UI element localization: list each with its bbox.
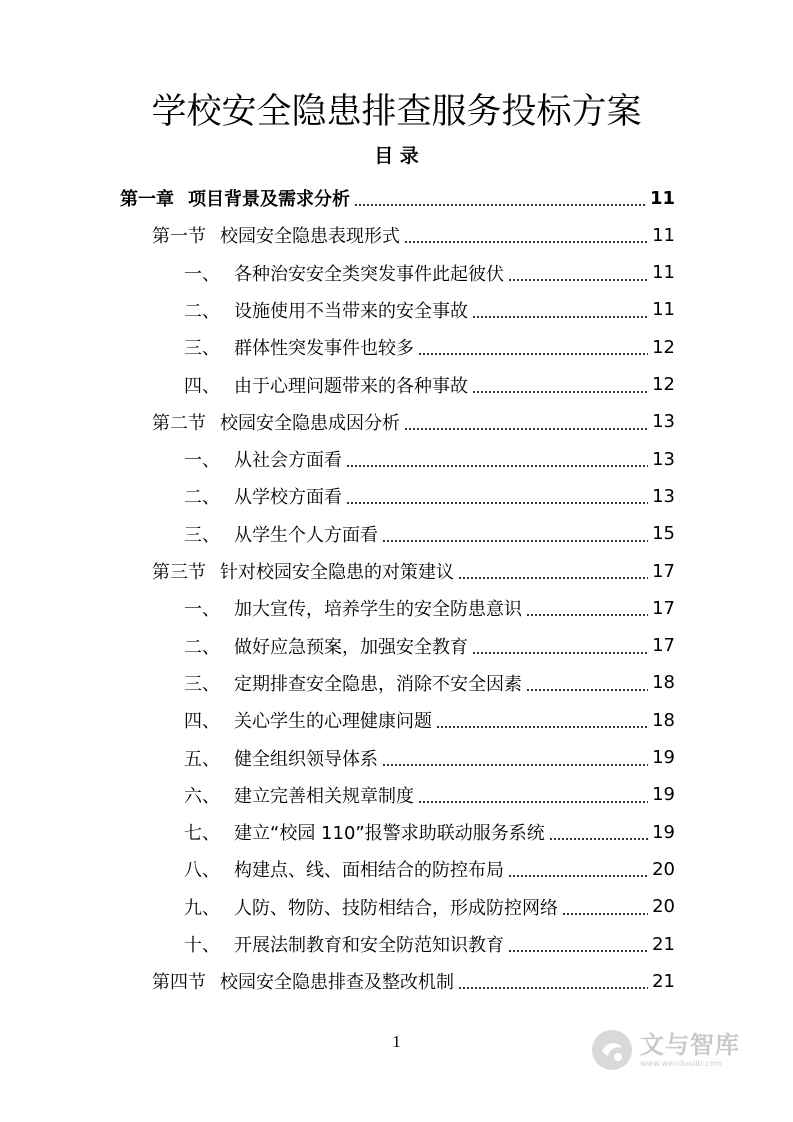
toc-entry[interactable] bbox=[184, 889, 675, 925]
watermark-logo-icon bbox=[590, 1028, 634, 1072]
toc-entry-number: 四、 bbox=[184, 711, 220, 733]
toc-entry-text: 加大宣传，培养学生的安全防患意识 bbox=[234, 599, 522, 621]
toc-entry-label bbox=[152, 222, 400, 248]
toc-entry-label bbox=[184, 707, 432, 733]
toc-entry-number: 三、 bbox=[184, 524, 220, 546]
toc-entry-label bbox=[184, 931, 504, 957]
toc-entry-page: 17 bbox=[652, 635, 675, 657]
toc-entry-text: 针对校园安全隐患的对策建议 bbox=[220, 562, 454, 583]
toc-entry-label bbox=[184, 483, 342, 509]
toc-entry[interactable] bbox=[152, 217, 675, 253]
toc-entry[interactable] bbox=[184, 478, 675, 514]
toc-entry-number: 九、 bbox=[184, 897, 220, 919]
watermark-url: www.wenduolib.com bbox=[640, 1058, 723, 1068]
toc-leader-dots bbox=[526, 614, 648, 616]
toc-entry[interactable] bbox=[184, 665, 675, 701]
toc-entry-text: 项目背景及需求分析 bbox=[188, 189, 350, 210]
toc-entry-number: 三、 bbox=[184, 338, 220, 360]
toc-leader-dots bbox=[508, 950, 648, 952]
toc-entry-page: 18 bbox=[652, 709, 675, 731]
toc-entry-label bbox=[184, 260, 504, 286]
toc-entry-page: 12 bbox=[652, 374, 675, 395]
page-number: 1 bbox=[392, 1032, 401, 1051]
toc-entry-label bbox=[152, 558, 454, 584]
watermark-name: 文与智库 bbox=[640, 1030, 740, 1059]
toc-entry-label bbox=[184, 521, 378, 547]
toc-entry-text: 建立“校园 110”报警求助联动服务系统 bbox=[234, 823, 545, 845]
toc-entry-number: 八、 bbox=[184, 860, 220, 882]
toc-entry-text: 建立完善相关规章制度 bbox=[234, 785, 414, 807]
toc-entry-page: 17 bbox=[652, 597, 675, 619]
toc-entry-page: 20 bbox=[652, 896, 675, 918]
toc-entry-page: 18 bbox=[652, 672, 675, 694]
toc-leader-dots bbox=[472, 391, 648, 393]
document-title: 学校安全隐患排查服务投标方案 bbox=[151, 92, 642, 132]
toc-entry-label bbox=[184, 633, 468, 659]
toc-entry-page: 19 bbox=[652, 747, 675, 768]
toc-entry[interactable] bbox=[152, 404, 675, 440]
toc-entry-text: 校园安全隐患排查及整改机制 bbox=[220, 972, 454, 994]
toc-entry-text: 群体性突发事件也较多 bbox=[234, 338, 414, 360]
toc-entry-label bbox=[152, 409, 400, 435]
toc-entry-number: 第二节 bbox=[152, 412, 206, 434]
toc-entry[interactable] bbox=[152, 963, 675, 999]
toc-entry-page: 17 bbox=[652, 560, 675, 582]
toc-entry-page: 21 bbox=[652, 970, 675, 992]
toc-entry-text: 由于心理问题带来的各种事故 bbox=[234, 375, 468, 397]
toc-entry-number: 一、 bbox=[184, 450, 220, 472]
toc-entry-text: 健全组织领导体系 bbox=[234, 748, 378, 770]
toc-leader-dots bbox=[526, 689, 648, 691]
toc-entry[interactable] bbox=[184, 628, 675, 664]
toc-leader-dots bbox=[508, 279, 648, 281]
toc-entry-page: 11 bbox=[652, 262, 675, 284]
toc-entry[interactable] bbox=[184, 926, 675, 962]
toc-entry[interactable] bbox=[184, 516, 675, 552]
toc-leader-dots bbox=[404, 428, 648, 430]
toc-entry[interactable] bbox=[184, 255, 675, 291]
toc-entry-label bbox=[184, 334, 414, 360]
toc-leader-dots bbox=[458, 577, 648, 579]
toc-entry-number: 二、 bbox=[184, 487, 220, 509]
toc-entry-text: 从学校方面看 bbox=[234, 487, 342, 509]
toc-entry-label bbox=[184, 894, 558, 920]
toc-leader-dots bbox=[562, 913, 648, 915]
toc-entry-number: 一、 bbox=[184, 599, 220, 621]
toc-leader-dots bbox=[418, 353, 648, 355]
toc-leader-dots bbox=[472, 652, 648, 654]
toc-leader-dots bbox=[508, 875, 648, 877]
toc-entry-label bbox=[184, 745, 378, 771]
toc-entry-page: 20 bbox=[652, 858, 675, 880]
toc-entry-number: 五、 bbox=[184, 748, 220, 770]
watermark bbox=[590, 1020, 760, 1080]
toc-entry[interactable] bbox=[184, 777, 675, 813]
toc-entry-text: 校园安全隐患表现形式 bbox=[220, 226, 400, 248]
toc-entry[interactable] bbox=[184, 329, 675, 365]
toc-entry-number: 第三节 bbox=[152, 562, 206, 583]
toc-entry-number: 第一节 bbox=[152, 226, 206, 248]
toc-entry[interactable] bbox=[152, 553, 675, 589]
toc-leader-dots bbox=[382, 764, 648, 766]
toc-entry-text: 定期排查安全隐患，消除不安全因素 bbox=[234, 673, 522, 695]
toc-leader-dots bbox=[382, 540, 648, 542]
toc-entry-page: 21 bbox=[652, 933, 675, 955]
toc-entry-number: 六、 bbox=[184, 785, 220, 807]
toc-entry[interactable] bbox=[120, 180, 675, 216]
toc-entry-label bbox=[184, 670, 522, 696]
toc-entry-number: 十、 bbox=[184, 935, 220, 956]
toc-entry-page: 13 bbox=[652, 485, 675, 507]
toc-entry[interactable] bbox=[184, 740, 675, 776]
toc-entry-label bbox=[184, 297, 468, 323]
toc-entry-page: 13 bbox=[652, 448, 675, 470]
toc-entry[interactable] bbox=[184, 814, 675, 850]
toc-entry-page: 11 bbox=[649, 187, 675, 209]
toc-entry-page: 11 bbox=[652, 224, 675, 246]
toc-leader-dots bbox=[346, 465, 648, 467]
toc-entry-text: 各种治安安全类突发事件此起彼伏 bbox=[234, 263, 504, 285]
toc-leader-dots bbox=[354, 204, 646, 206]
toc-entry-number: 三、 bbox=[184, 673, 220, 695]
toc-leader-dots bbox=[458, 987, 648, 989]
toc-entry-number: 七、 bbox=[184, 823, 220, 845]
toc-entry-text: 构建点、线、面相结合的防控布局 bbox=[234, 860, 504, 882]
toc-entry-text: 从学生个人方面看 bbox=[234, 524, 378, 546]
toc-entry[interactable] bbox=[184, 702, 675, 738]
toc-heading: 目 录 bbox=[374, 145, 419, 167]
toc-leader-dots bbox=[346, 502, 648, 504]
toc-entry-number: 二、 bbox=[184, 636, 220, 658]
toc-entry-text: 校园安全隐患成因分析 bbox=[220, 412, 400, 434]
toc-entry-number: 一、 bbox=[184, 263, 220, 285]
toc-entry-text: 做好应急预案，加强安全教育 bbox=[234, 636, 468, 658]
toc-entry-text: 关心学生的心理健康问题 bbox=[234, 711, 432, 733]
toc-entry-label bbox=[184, 856, 504, 882]
toc-entry-label bbox=[184, 782, 414, 808]
toc-entry[interactable] bbox=[184, 441, 675, 477]
toc-entry-text: 人防、物防、技防相结合，形成防控网络 bbox=[234, 897, 558, 919]
toc-entry[interactable] bbox=[184, 367, 675, 403]
toc-entry-page: 13 bbox=[652, 411, 675, 433]
toc-entry-page: 11 bbox=[652, 299, 675, 321]
toc-entry[interactable] bbox=[184, 851, 675, 887]
toc-leader-dots bbox=[418, 801, 648, 803]
toc-entry-number: 四、 bbox=[184, 375, 220, 397]
toc-entry[interactable] bbox=[184, 292, 675, 328]
toc-leader-dots bbox=[472, 316, 648, 318]
toc-entry-text: 设施使用不当带来的安全事故 bbox=[234, 300, 468, 322]
toc-entry-label bbox=[184, 372, 468, 398]
toc-leader-dots bbox=[436, 726, 648, 728]
toc-entry-page: 19 bbox=[652, 784, 675, 806]
toc-entry-label bbox=[184, 446, 342, 472]
toc-entry-label bbox=[120, 185, 350, 211]
toc-entry-page: 19 bbox=[652, 821, 675, 843]
toc-entry-text: 从社会方面看 bbox=[234, 450, 342, 472]
toc-leader-dots bbox=[404, 241, 648, 243]
toc-entry-number: 第一章 bbox=[120, 189, 174, 210]
toc-entry-page: 12 bbox=[652, 336, 675, 358]
toc-entry-number: 二、 bbox=[184, 300, 220, 322]
toc-entry[interactable] bbox=[184, 590, 675, 626]
toc-entry-label bbox=[152, 968, 454, 994]
toc-leader-dots bbox=[549, 838, 648, 840]
toc-entry-label bbox=[184, 819, 545, 845]
toc-entry-label bbox=[184, 595, 522, 621]
toc-entry-text: 开展法制教育和安全防范知识教育 bbox=[234, 935, 504, 956]
toc-entry-number: 第四节 bbox=[152, 972, 206, 994]
toc-entry-page: 15 bbox=[652, 523, 675, 545]
